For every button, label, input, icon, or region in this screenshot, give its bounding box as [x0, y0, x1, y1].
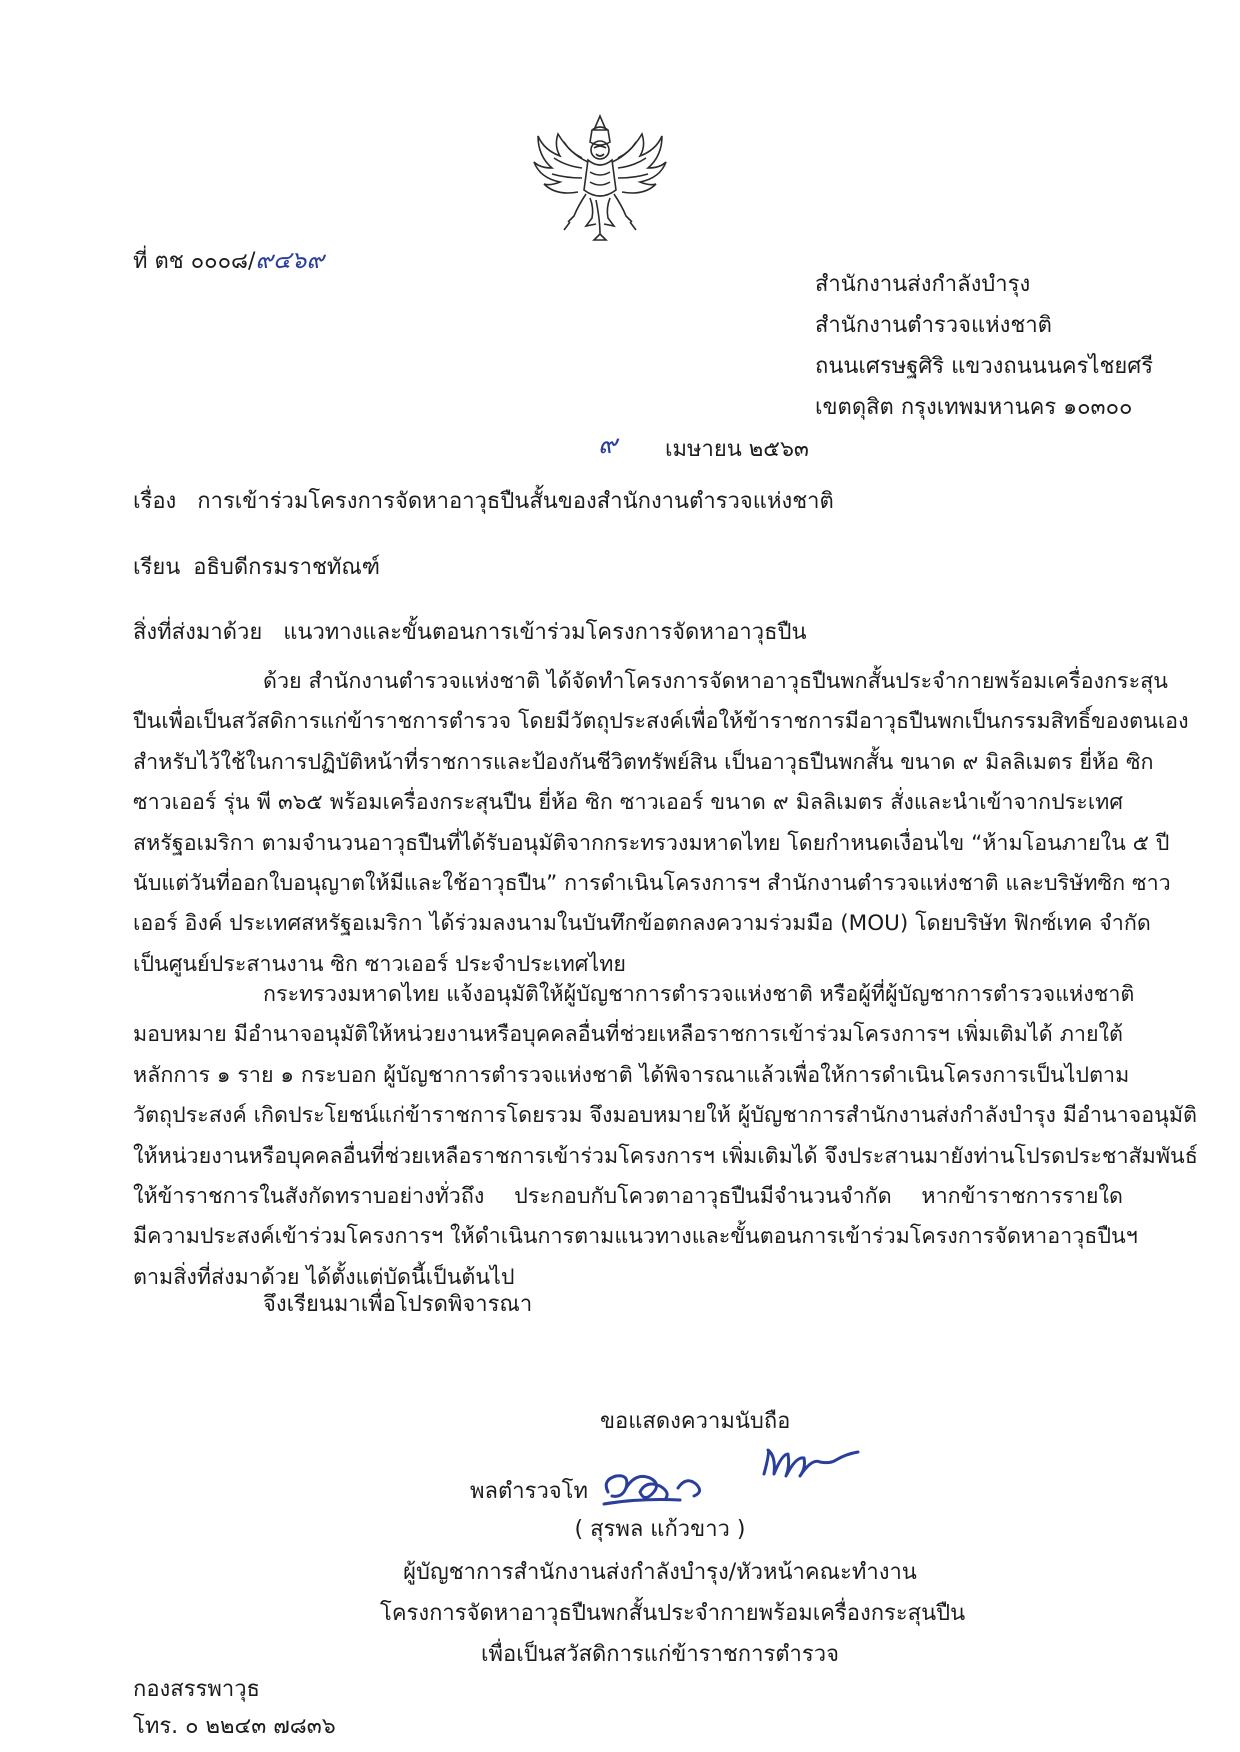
- enclosure-line: [133, 618, 807, 648]
- subject-label: เรื่อง: [133, 489, 177, 514]
- date-month-year: เมษายน ๒๕๖๓: [665, 437, 809, 462]
- paragraph-line: ให้ข้าราชการในสังกัดทราบอย่างทั่วถึง ประกอบกับโควตาอาวุธปืนมีจำนวนจำกัด หากข้าราชการรายใด: [133, 1184, 1123, 1210]
- paragraph-line: เป็นศูนย์ประสานงาน ซิก ซาวเออร์ ประจำประเทศไทย: [133, 951, 627, 977]
- address-line: สำนักงานตำรวจแห่งชาติ: [815, 313, 1052, 338]
- address-line: เขตดุสิต กรุงเทพมหานคร ๑๐๓๐๐: [815, 395, 1133, 420]
- paragraph-line: สหรัฐอเมริกา ตามจำนวนอาวุธปืนที่ได้รับอนุมัติจากกระทรวงมหาดไทย โดยกำหนดเงื่อนไข “ห้ามโอนภายใน ๕ ปี: [133, 830, 1170, 856]
- paragraph-line: วัตถุประสงค์ เกิดประโยชน์แก่ข้าราชการโดยรวม จึงมอบหมายให้ ผู้บัญชาการสำนักงานส่งกำลังบำรุง มีอำนาจอนุมัติ: [133, 1103, 1198, 1129]
- address-line: สำนักงานส่งกำลังบำรุง: [815, 272, 1031, 297]
- recipient-label: เรียน: [133, 555, 181, 580]
- signer-name: ( สุรพล แก้วขาว ): [574, 1517, 746, 1542]
- garuda-emblem-icon: [530, 112, 670, 244]
- address-line: ถนนเศรษฐศิริ แขวงถนนนครไชยศรี: [815, 354, 1154, 379]
- closing-request: จึงเรียนมาเพื่อโปรดพิจารณา: [263, 1292, 533, 1317]
- paragraph-line: ด้วย สำนักงานตำรวจแห่งชาติ ได้จัดทำโครงการจัดหาอาวุธปืนพกสั้นประจำกายพร้อมเครื่องกระสุน: [263, 669, 1168, 694]
- paragraph-line: ปืนเพื่อเป็นสวัสดิการแก่ข้าราชการตำรวจ โดยมีวัตถุประสงค์เพื่อให้ข้าราชการมีอาวุธปืนพกเป็นกรรมสิทธิ์ของตนเอง: [133, 709, 1189, 735]
- handwritten-signature: [600, 1432, 900, 1512]
- date-day-handwritten: ๙: [598, 430, 618, 460]
- enclosure-label: สิ่งที่ส่งมาด้วย: [133, 620, 263, 645]
- phone: โทร. ๐ ๒๒๔๓ ๗๘๓๖: [133, 1714, 336, 1739]
- signer-rank: พลตำรวจโท: [470, 1479, 589, 1504]
- paragraph-line: มีความประสงค์เข้าร่วมโครงการฯ ให้ดำเนินการตามแนวทางและขั้นตอนการเข้าร่วมโครงการจัดหาอาวุธปืนฯ: [133, 1224, 1138, 1250]
- signature-graphic: [600, 1432, 900, 1512]
- recipient-text: อธิบดีกรมราชทัณฑ์: [193, 555, 381, 580]
- paragraph-line: สำหรับไว้ใช้ในการปฏิบัติหน้าที่ราชการและป้องกันชีวิตทรัพย์สิน เป็นอาวุธปืนพกสั้น ขนาด ๙ มิลลิเมตร ยี่ห้อ ซิก: [133, 749, 1154, 775]
- paragraph-line: เออร์ อิงค์ ประเทศสหรัฐอเมริกา ได้ร่วมลงนามในบันทึกข้อตกลงความร่วมมือ (MOU) โดยบริษัท ฟิกซ์เทค จำกัด: [133, 911, 1151, 937]
- subject-text: การเข้าร่วมโครงการจัดหาอาวุธปืนสั้นของสำนักงานตำรวจแห่งชาติ: [197, 489, 834, 514]
- paragraph-line: ตามสิ่งที่ส่งมาด้วย ได้ตั้งแต่บัดนี้เป็นต้นไป: [133, 1264, 515, 1290]
- reference-number: [133, 245, 324, 277]
- reference-prefix: ที่ ตช ๐๐๐๘/: [133, 249, 256, 274]
- subject-line: [133, 487, 834, 517]
- body-paragraph-2: [133, 975, 1198, 1298]
- signer-position-line: ผู้บัญชาการสำนักงานส่งกำลังบำรุง/หัวหน้าคณะทำงาน: [403, 1560, 917, 1585]
- signer-position-line: เพื่อเป็นสวัสดิการแก่ข้าราชการตำรวจ: [481, 1642, 839, 1667]
- body-paragraph-1: [133, 662, 1189, 985]
- garuda-emblem: [530, 112, 670, 244]
- paragraph-line: ให้หน่วยงานหรือบุคคลอื่นที่ช่วยเหลือราชการเข้าร่วมโครงการฯ เพิ่มเติมได้ จึงประสานมายังท่านโปรดประชาสัมพันธ์: [133, 1143, 1198, 1169]
- department: กองสรรพาวุธ: [133, 1677, 260, 1702]
- paragraph-line: กระทรวงมหาดไทย แจ้งอนุมัติให้ผู้บัญชาการตำรวจแห่งชาติ หรือผู้ที่ผู้บัญชาการตำรวจแห่งชาติ: [263, 982, 1135, 1007]
- paragraph-line: ซาวเออร์ รุ่น พี ๓๖๕ พร้อมเครื่องกระสุนปืน ยี่ห้อ ซิก ซาวเออร์ ขนาด ๙ มิลลิเมตร สั่งและนำเข้าจากประเทศ: [133, 790, 1123, 816]
- reference-handwritten-number: ๙๔๖๙: [255, 246, 324, 274]
- signer-position-line: โครงการจัดหาอาวุธปืนพกสั้นประจำกายพร้อมเครื่องกระสุนปืน: [380, 1601, 966, 1626]
- recipient-line: [133, 553, 380, 583]
- paragraph-line: หลักการ ๑ ราย ๑ กระบอก ผู้บัญชาการตำรวจแห่งชาติ ได้พิจารณาแล้วเพื่อให้การดำเนินโครงการเป็นไปตาม: [133, 1062, 1130, 1088]
- paragraph-line: มอบหมาย มีอำนาจอนุมัติให้หน่วยงานหรือบุคคลอื่นที่ช่วยเหลือราชการเข้าร่วมโครงการฯ เพิ่มเติมได้ ภายใต้: [133, 1022, 1123, 1048]
- closing-salutation: ขอแสดงความนับถือ: [600, 1409, 791, 1434]
- paragraph-line: นับแต่วันที่ออกใบอนุญาตให้มีและใช้อาวุธปืน” การดำเนินโครงการฯ สำนักงานตำรวจแห่งชาติ และบริษัทซิก ซาว: [133, 871, 1171, 897]
- enclosure-text: แนวทางและขั้นตอนการเข้าร่วมโครงการจัดหาอาวุธปืน: [283, 620, 807, 645]
